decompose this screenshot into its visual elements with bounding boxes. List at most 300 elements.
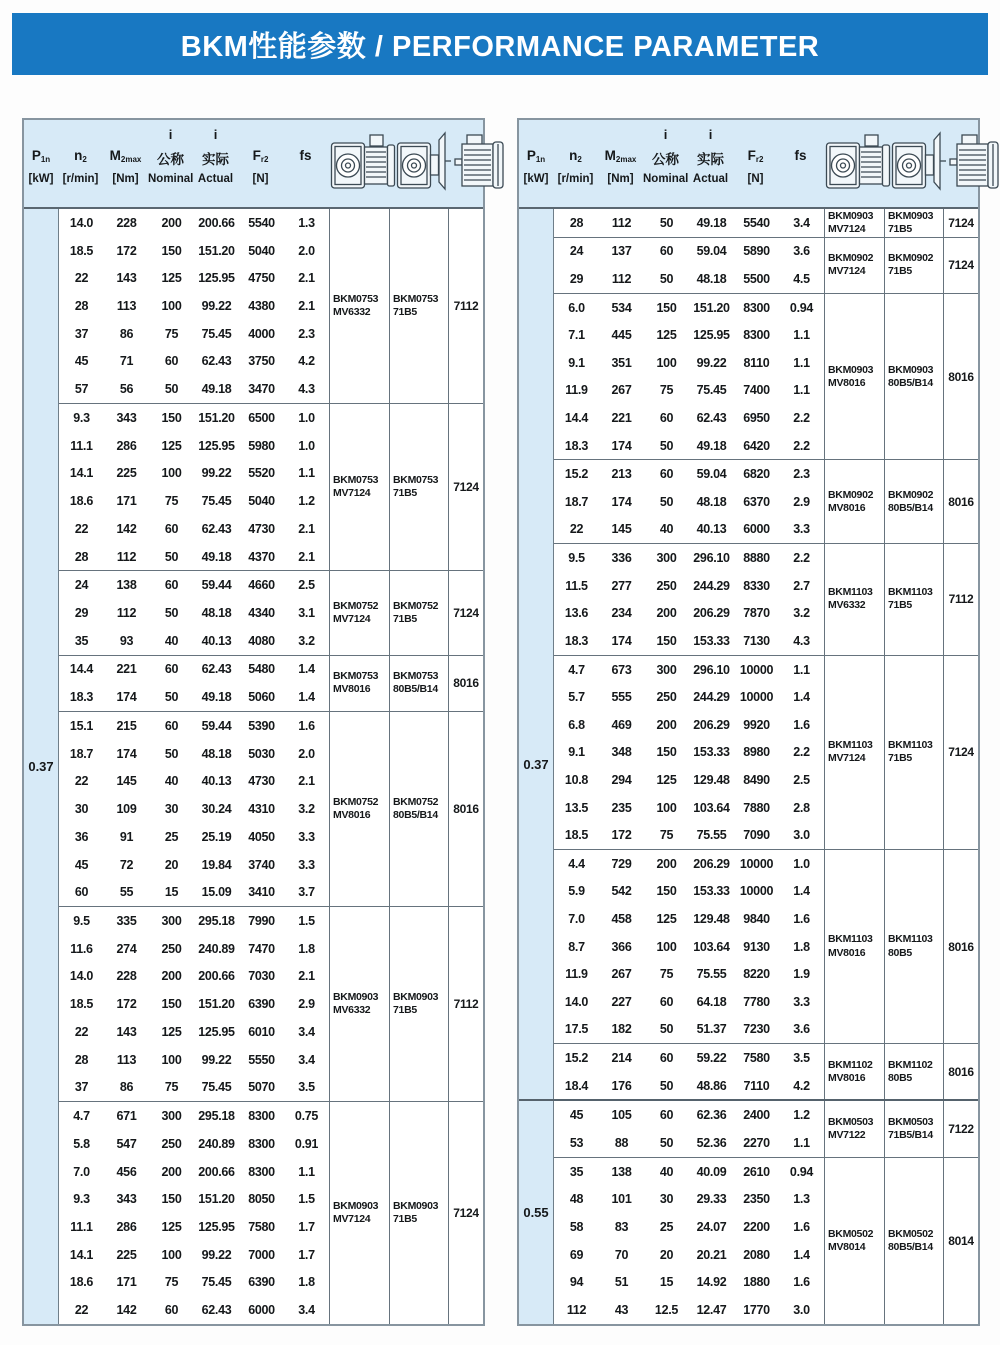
value-cell: 14.1	[69, 1247, 94, 1262]
value-cell: 60	[659, 244, 674, 259]
value-cell: 75	[164, 1080, 179, 1095]
value-cell: 150	[161, 1192, 182, 1207]
value-cell: 14.0	[564, 994, 589, 1009]
header-unit-label: [r/min]	[62, 173, 99, 185]
value-cell: 206.29	[693, 717, 730, 732]
value-cell: 28	[569, 215, 584, 230]
value-cell: 343	[116, 410, 137, 425]
ratio-block	[59, 403, 483, 570]
value-cell: 48.86	[696, 1078, 727, 1093]
value-cell: 7580	[743, 1051, 770, 1065]
model-gearmotor-cell	[824, 544, 884, 654]
value-cell: 75.45	[201, 326, 232, 341]
value-cell: 244.29	[693, 578, 730, 593]
value-cell: 1.1	[298, 1164, 315, 1179]
value-cell: 555	[611, 690, 632, 705]
value-cell: 1.4	[298, 662, 315, 677]
value-cell: 6420	[743, 438, 770, 453]
value-cell: 8490	[743, 772, 770, 787]
value-cell: 70	[614, 1247, 629, 1262]
value-cell: 13.6	[564, 606, 589, 621]
value-cell: 28	[74, 549, 89, 564]
model-gearmotor-cell	[329, 712, 389, 906]
value-cell: 153.33	[693, 633, 730, 648]
value-cell: 6.8	[568, 717, 585, 732]
values-grid	[554, 1101, 824, 1156]
model-input-flange-cell	[884, 656, 943, 849]
value-cell: 351	[611, 355, 632, 370]
model-gearmotor-cell	[329, 209, 389, 403]
model-line: MV8016	[828, 1071, 866, 1084]
value-cell: 40	[164, 633, 179, 648]
value-cell: 49.18	[696, 215, 727, 230]
value-cell: 50	[659, 1022, 674, 1037]
value-cell: 51	[614, 1275, 629, 1290]
value-cell: 30	[659, 1192, 674, 1207]
value-cell: 295.18	[198, 1109, 235, 1124]
value-cell: 4.7	[568, 662, 585, 677]
value-cell: 206.29	[693, 856, 730, 871]
value-cell: 10.8	[564, 772, 589, 787]
value-cell: 60	[659, 467, 674, 482]
value-cell: 83	[614, 1220, 629, 1235]
value-cell: 2.9	[793, 494, 810, 509]
ratio-block	[59, 1101, 483, 1324]
value-cell: 103.64	[693, 800, 730, 815]
value-cell: 5890	[743, 244, 770, 259]
value-cell: 20	[164, 857, 179, 872]
value-cell: 112	[611, 215, 632, 230]
value-cell: 99.22	[201, 1247, 232, 1262]
value-cell: 112	[116, 606, 137, 620]
ratio-block	[554, 1101, 978, 1156]
value-cell: 4.3	[793, 633, 810, 648]
model-line: MV8014	[828, 1240, 866, 1253]
header-top-label: i	[213, 127, 218, 142]
value-cell: 52.36	[696, 1135, 727, 1150]
motor-frame-code-cell: 7124	[943, 209, 978, 237]
value-cell: 174	[611, 438, 632, 453]
value-cell: 14.1	[69, 466, 94, 481]
value-cell: 75	[659, 383, 674, 398]
motor-icon	[454, 130, 506, 197]
value-cell: 12.5	[654, 1303, 679, 1318]
value-cell: 3.5	[793, 1051, 810, 1065]
value-cell: 240.89	[198, 1136, 235, 1151]
value-cell: 9840	[743, 911, 770, 926]
value-cell: 86	[119, 326, 134, 341]
header-main-label: $n_2$	[74, 148, 87, 164]
value-cell: 58	[569, 1220, 584, 1235]
value-cell: 1.1	[793, 662, 810, 677]
value-cell: 172	[116, 997, 137, 1012]
model-line: BKM0902	[828, 252, 874, 265]
value-cell: 151.20	[198, 1192, 235, 1207]
model-line: BKM0903	[393, 1199, 439, 1212]
value-cell: 75.55	[696, 828, 727, 843]
value-cell: 100	[161, 466, 182, 481]
value-cell: 151.20	[693, 300, 730, 315]
value-cell: 113	[116, 299, 137, 314]
value-cell: 5070	[248, 1080, 275, 1095]
value-cell: 59.04	[696, 467, 727, 482]
value-cell: 6950	[743, 411, 770, 426]
value-cell: 4660	[248, 578, 275, 593]
model-input-flange-cell	[389, 571, 448, 654]
value-cell: 200	[161, 215, 182, 230]
value-cell: 72	[119, 857, 134, 872]
value-cell: 366	[611, 939, 632, 954]
value-cell: 125.95	[198, 438, 235, 453]
header-col-P1n	[24, 120, 58, 207]
value-cell: 4340	[248, 606, 275, 620]
value-cell: 1.4	[793, 884, 810, 899]
value-cell: 7030	[248, 969, 275, 984]
value-cell: 40.13	[201, 633, 232, 648]
value-cell: 1.4	[298, 690, 315, 705]
value-cell: 10000	[739, 662, 774, 677]
value-cell: 40	[659, 1164, 674, 1179]
power-value: 0.55	[523, 1205, 549, 1221]
value-cell: 4.7	[73, 1109, 90, 1124]
value-cell: 50	[164, 690, 179, 705]
value-cell: 112	[116, 549, 137, 564]
model-line: 80B5/B14	[888, 376, 933, 389]
value-cell: 56	[119, 382, 134, 397]
value-cell: 225	[116, 1247, 137, 1262]
value-cell: 4.2	[793, 1078, 810, 1093]
value-cell: 29	[74, 606, 89, 620]
value-cell: 296.10	[693, 662, 730, 677]
value-cell: 20.21	[696, 1247, 727, 1262]
model-line: MV7122	[828, 1129, 866, 1142]
value-cell: 75.55	[696, 967, 727, 982]
value-cell: 50	[164, 549, 179, 564]
model-line: 80B5/B14	[393, 683, 438, 696]
model-line: 71B5	[393, 613, 417, 625]
model-line: 80B5/B14	[393, 809, 438, 822]
value-cell: 300	[656, 551, 677, 566]
model-gearmotor-cell	[824, 209, 884, 237]
value-cell: 18.4	[564, 1078, 589, 1093]
model-gearmotor-cell	[329, 656, 389, 711]
value-cell: 174	[116, 690, 137, 705]
value-cell: 1.4	[793, 1247, 810, 1262]
value-cell: 99.22	[201, 1052, 232, 1067]
model-line: BKM0752	[333, 599, 379, 612]
value-cell: 125	[161, 271, 182, 286]
value-cell: 100	[656, 939, 677, 954]
model-gearmotor-cell	[329, 404, 389, 570]
page-title: BKM性能参数 / PERFORMANCE PARAMETER	[180, 30, 820, 63]
value-cell: 6.0	[568, 300, 585, 315]
value-cell: 129.48	[693, 911, 730, 926]
value-cell: 286	[116, 438, 137, 453]
model-line: 80B5	[888, 1071, 912, 1084]
header-unit-label: [N]	[252, 173, 269, 185]
value-cell: 8330	[743, 578, 770, 593]
value-cell: 43	[614, 1303, 629, 1318]
model-line: MV6332	[333, 1004, 371, 1017]
value-cell: 71	[119, 354, 134, 369]
model-gearmotor-cell	[329, 571, 389, 654]
value-cell: 48.18	[201, 746, 232, 761]
value-cell: 18.6	[69, 494, 94, 509]
value-cell: 7110	[743, 1078, 770, 1093]
value-cell: 125.95	[198, 1024, 235, 1039]
value-cell: 125.95	[693, 328, 730, 343]
value-cell: 2.2	[793, 551, 810, 566]
value-cell: 15.2	[564, 467, 589, 482]
value-cell: 40.13	[696, 522, 727, 537]
header-unit-label: Nominal	[643, 173, 689, 185]
value-cell: 53	[569, 1135, 584, 1150]
value-cell: 75	[164, 1275, 179, 1290]
model-input-flange-cell	[389, 209, 448, 403]
value-cell: 250	[161, 941, 182, 956]
value-cell: 4050	[248, 829, 275, 844]
model-gearmotor-cell	[824, 460, 884, 543]
value-cell: 22	[74, 1303, 89, 1318]
value-cell: 14.92	[696, 1275, 727, 1290]
header-main-label: $n_2$	[569, 148, 582, 164]
value-cell: 142	[116, 521, 137, 536]
value-cell: 60	[164, 662, 179, 677]
value-cell: 9130	[743, 939, 770, 954]
model-gearmotor-cell	[329, 1102, 389, 1324]
gearbox-flange-icon	[396, 130, 454, 197]
value-cell: 7230	[743, 1022, 770, 1037]
value-cell: 5040	[248, 243, 275, 258]
value-cell: 100	[656, 800, 677, 815]
values-grid	[554, 209, 824, 237]
value-cell: 182	[611, 1022, 632, 1037]
value-cell: 1.1	[793, 1135, 810, 1150]
value-cell: 1770	[743, 1303, 770, 1318]
model-input-flange-cell	[884, 294, 943, 460]
value-cell: 14.0	[69, 969, 94, 984]
value-cell: 445	[611, 328, 632, 343]
value-cell: 30	[164, 802, 179, 817]
value-cell: 86	[119, 1080, 134, 1095]
model-line: BKM0753	[393, 474, 439, 487]
value-cell: 17.5	[564, 1022, 589, 1037]
model-line: MV7124	[333, 1213, 371, 1226]
value-cell: 1.2	[298, 494, 315, 509]
power-value: 0.37	[28, 759, 54, 774]
header-main-label: $M_{2max}$	[604, 148, 637, 164]
gearbox-motor-icon	[825, 130, 891, 197]
model-line: MV7124	[828, 265, 866, 278]
value-cell: 151.20	[198, 243, 235, 258]
value-cell: 75.45	[201, 494, 232, 509]
model-input-flange-cell	[389, 404, 448, 570]
value-cell: 5.9	[568, 884, 585, 899]
value-cell: 143	[116, 271, 137, 286]
value-cell: 7470	[248, 941, 275, 956]
value-cell: 0.91	[294, 1136, 319, 1151]
value-cell: 4370	[248, 549, 275, 564]
model-line: BKM0503	[888, 1115, 934, 1128]
ratio-block	[554, 293, 978, 460]
value-cell: 2.1	[298, 271, 315, 286]
value-cell: 10000	[739, 884, 774, 899]
model-input-flange-cell	[884, 544, 943, 654]
ratio-block	[554, 209, 978, 237]
value-cell: 45	[569, 1108, 584, 1123]
value-cell: 105	[611, 1108, 632, 1123]
value-cell: 1.5	[298, 1192, 315, 1207]
model-line: 71B5	[393, 306, 417, 319]
header-col-P1n	[519, 120, 553, 207]
ratio-block	[59, 711, 483, 906]
values-grid	[554, 238, 824, 293]
value-cell: 7090	[743, 828, 770, 843]
value-cell: 3.0	[793, 828, 810, 843]
value-cell: 129.48	[693, 772, 730, 787]
value-cell: 91	[119, 829, 134, 844]
header-unit-label: [kW]	[523, 173, 549, 185]
value-cell: 2270	[743, 1135, 770, 1150]
value-cell: 1.0	[793, 856, 810, 871]
header-col-公称	[643, 120, 688, 207]
ratio-block	[59, 655, 483, 711]
value-cell: 49.18	[696, 438, 727, 453]
header-main-label: 公称	[157, 152, 184, 167]
value-cell: 267	[611, 383, 632, 398]
value-cell: 1.8	[793, 939, 810, 954]
value-cell: 458	[611, 911, 632, 926]
value-cell: 22	[74, 1024, 89, 1039]
model-input-flange-cell	[884, 1158, 943, 1324]
value-cell: 64.18	[696, 994, 727, 1009]
ratio-block	[554, 1157, 978, 1324]
value-cell: 40.13	[201, 774, 232, 789]
value-cell: 50	[164, 746, 179, 761]
power-cell	[519, 1101, 554, 1324]
value-cell: 277	[611, 578, 632, 593]
value-cell: 7.1	[568, 328, 585, 343]
value-cell: 267	[611, 967, 632, 982]
model-line: BKM0903	[333, 991, 379, 1004]
values-grid	[59, 907, 329, 1101]
value-cell: 4380	[248, 299, 275, 314]
value-cell: 18.3	[564, 633, 589, 648]
value-cell: 234	[611, 606, 632, 621]
value-cell: 2.0	[298, 243, 315, 258]
value-cell: 235	[611, 800, 632, 815]
value-cell: 94	[569, 1275, 584, 1290]
model-line: BKM0903	[888, 209, 934, 222]
value-cell: 25	[164, 829, 179, 844]
header-col-Fr2	[238, 120, 283, 207]
motor-frame-code-cell: 8016	[943, 1044, 978, 1099]
value-cell: 3410	[248, 885, 275, 900]
value-cell: 8300	[248, 1136, 275, 1151]
value-cell: 60	[164, 521, 179, 536]
value-cell: 250	[656, 578, 677, 593]
value-cell: 250	[656, 690, 677, 705]
value-cell: 1.6	[793, 911, 810, 926]
value-cell: 9.1	[568, 745, 585, 760]
value-cell: 2.0	[298, 746, 315, 761]
value-cell: 5520	[248, 466, 275, 481]
value-cell: 227	[611, 994, 632, 1009]
values-grid	[554, 294, 824, 460]
values-grid	[554, 850, 824, 1043]
value-cell: 22	[74, 521, 89, 536]
value-cell: 1.0	[298, 410, 315, 425]
value-cell: 125.95	[198, 1219, 235, 1234]
value-cell: 112	[566, 1303, 587, 1318]
power-section	[24, 209, 483, 1324]
value-cell: 125	[161, 438, 182, 453]
value-cell: 8300	[743, 300, 770, 315]
value-cell: 40	[164, 774, 179, 789]
value-cell: 3750	[248, 354, 275, 369]
value-cell: 3.4	[298, 1052, 315, 1067]
model-line: MV8016	[828, 376, 866, 389]
value-cell: 99.22	[696, 355, 727, 370]
value-cell: 50	[164, 606, 179, 620]
value-cell: 3.3	[793, 994, 810, 1009]
model-input-flange-cell	[884, 1101, 943, 1156]
value-cell: 1.1	[793, 383, 810, 398]
value-cell: 19.84	[201, 857, 232, 872]
header-unit-label: [kW]	[28, 173, 54, 185]
value-cell: 150	[161, 997, 182, 1012]
value-cell: 1.6	[793, 1220, 810, 1235]
value-cell: 200	[656, 717, 677, 732]
value-cell: 3.7	[298, 885, 315, 900]
value-cell: 7870	[743, 606, 770, 621]
value-cell: 244.29	[693, 690, 730, 705]
value-cell: 50	[659, 215, 674, 230]
motor-frame-code-cell: 8014	[943, 1158, 978, 1324]
value-cell: 2.5	[298, 578, 315, 593]
model-input-flange-cell	[884, 238, 943, 293]
header-unit-label: Actual	[692, 173, 729, 185]
value-cell: 25.19	[201, 829, 232, 844]
value-cell: 75.45	[201, 1275, 232, 1290]
model-input-flange-cell	[389, 907, 448, 1101]
value-cell: 6370	[743, 494, 770, 509]
header-col-公称	[148, 120, 193, 207]
power-section	[519, 1099, 978, 1324]
model-line: BKM0753	[333, 474, 379, 487]
model-gearmotor-cell	[329, 907, 389, 1101]
value-cell: 8300	[248, 1164, 275, 1179]
table-header	[24, 120, 483, 209]
value-cell: 1.4	[793, 690, 810, 705]
value-cell: 40.09	[696, 1164, 727, 1179]
value-cell: 7990	[248, 913, 275, 928]
value-cell: 547	[116, 1136, 137, 1151]
motor-frame-code-cell: 7124	[943, 656, 978, 849]
value-cell: 171	[116, 1275, 137, 1290]
performance-table-left	[22, 118, 485, 1326]
value-cell: 171	[116, 494, 137, 509]
header-main-label: $F_{r2}$	[747, 148, 764, 164]
value-cell: 4.4	[568, 856, 585, 871]
header-col-fs	[778, 120, 823, 207]
motor-frame-code-cell: 7122	[943, 1101, 978, 1156]
value-cell: 1.8	[298, 941, 315, 956]
value-cell: 1.6	[793, 717, 810, 732]
value-cell: 5540	[743, 215, 770, 230]
value-cell: 7780	[743, 994, 770, 1009]
value-cell: 2.1	[298, 299, 315, 314]
